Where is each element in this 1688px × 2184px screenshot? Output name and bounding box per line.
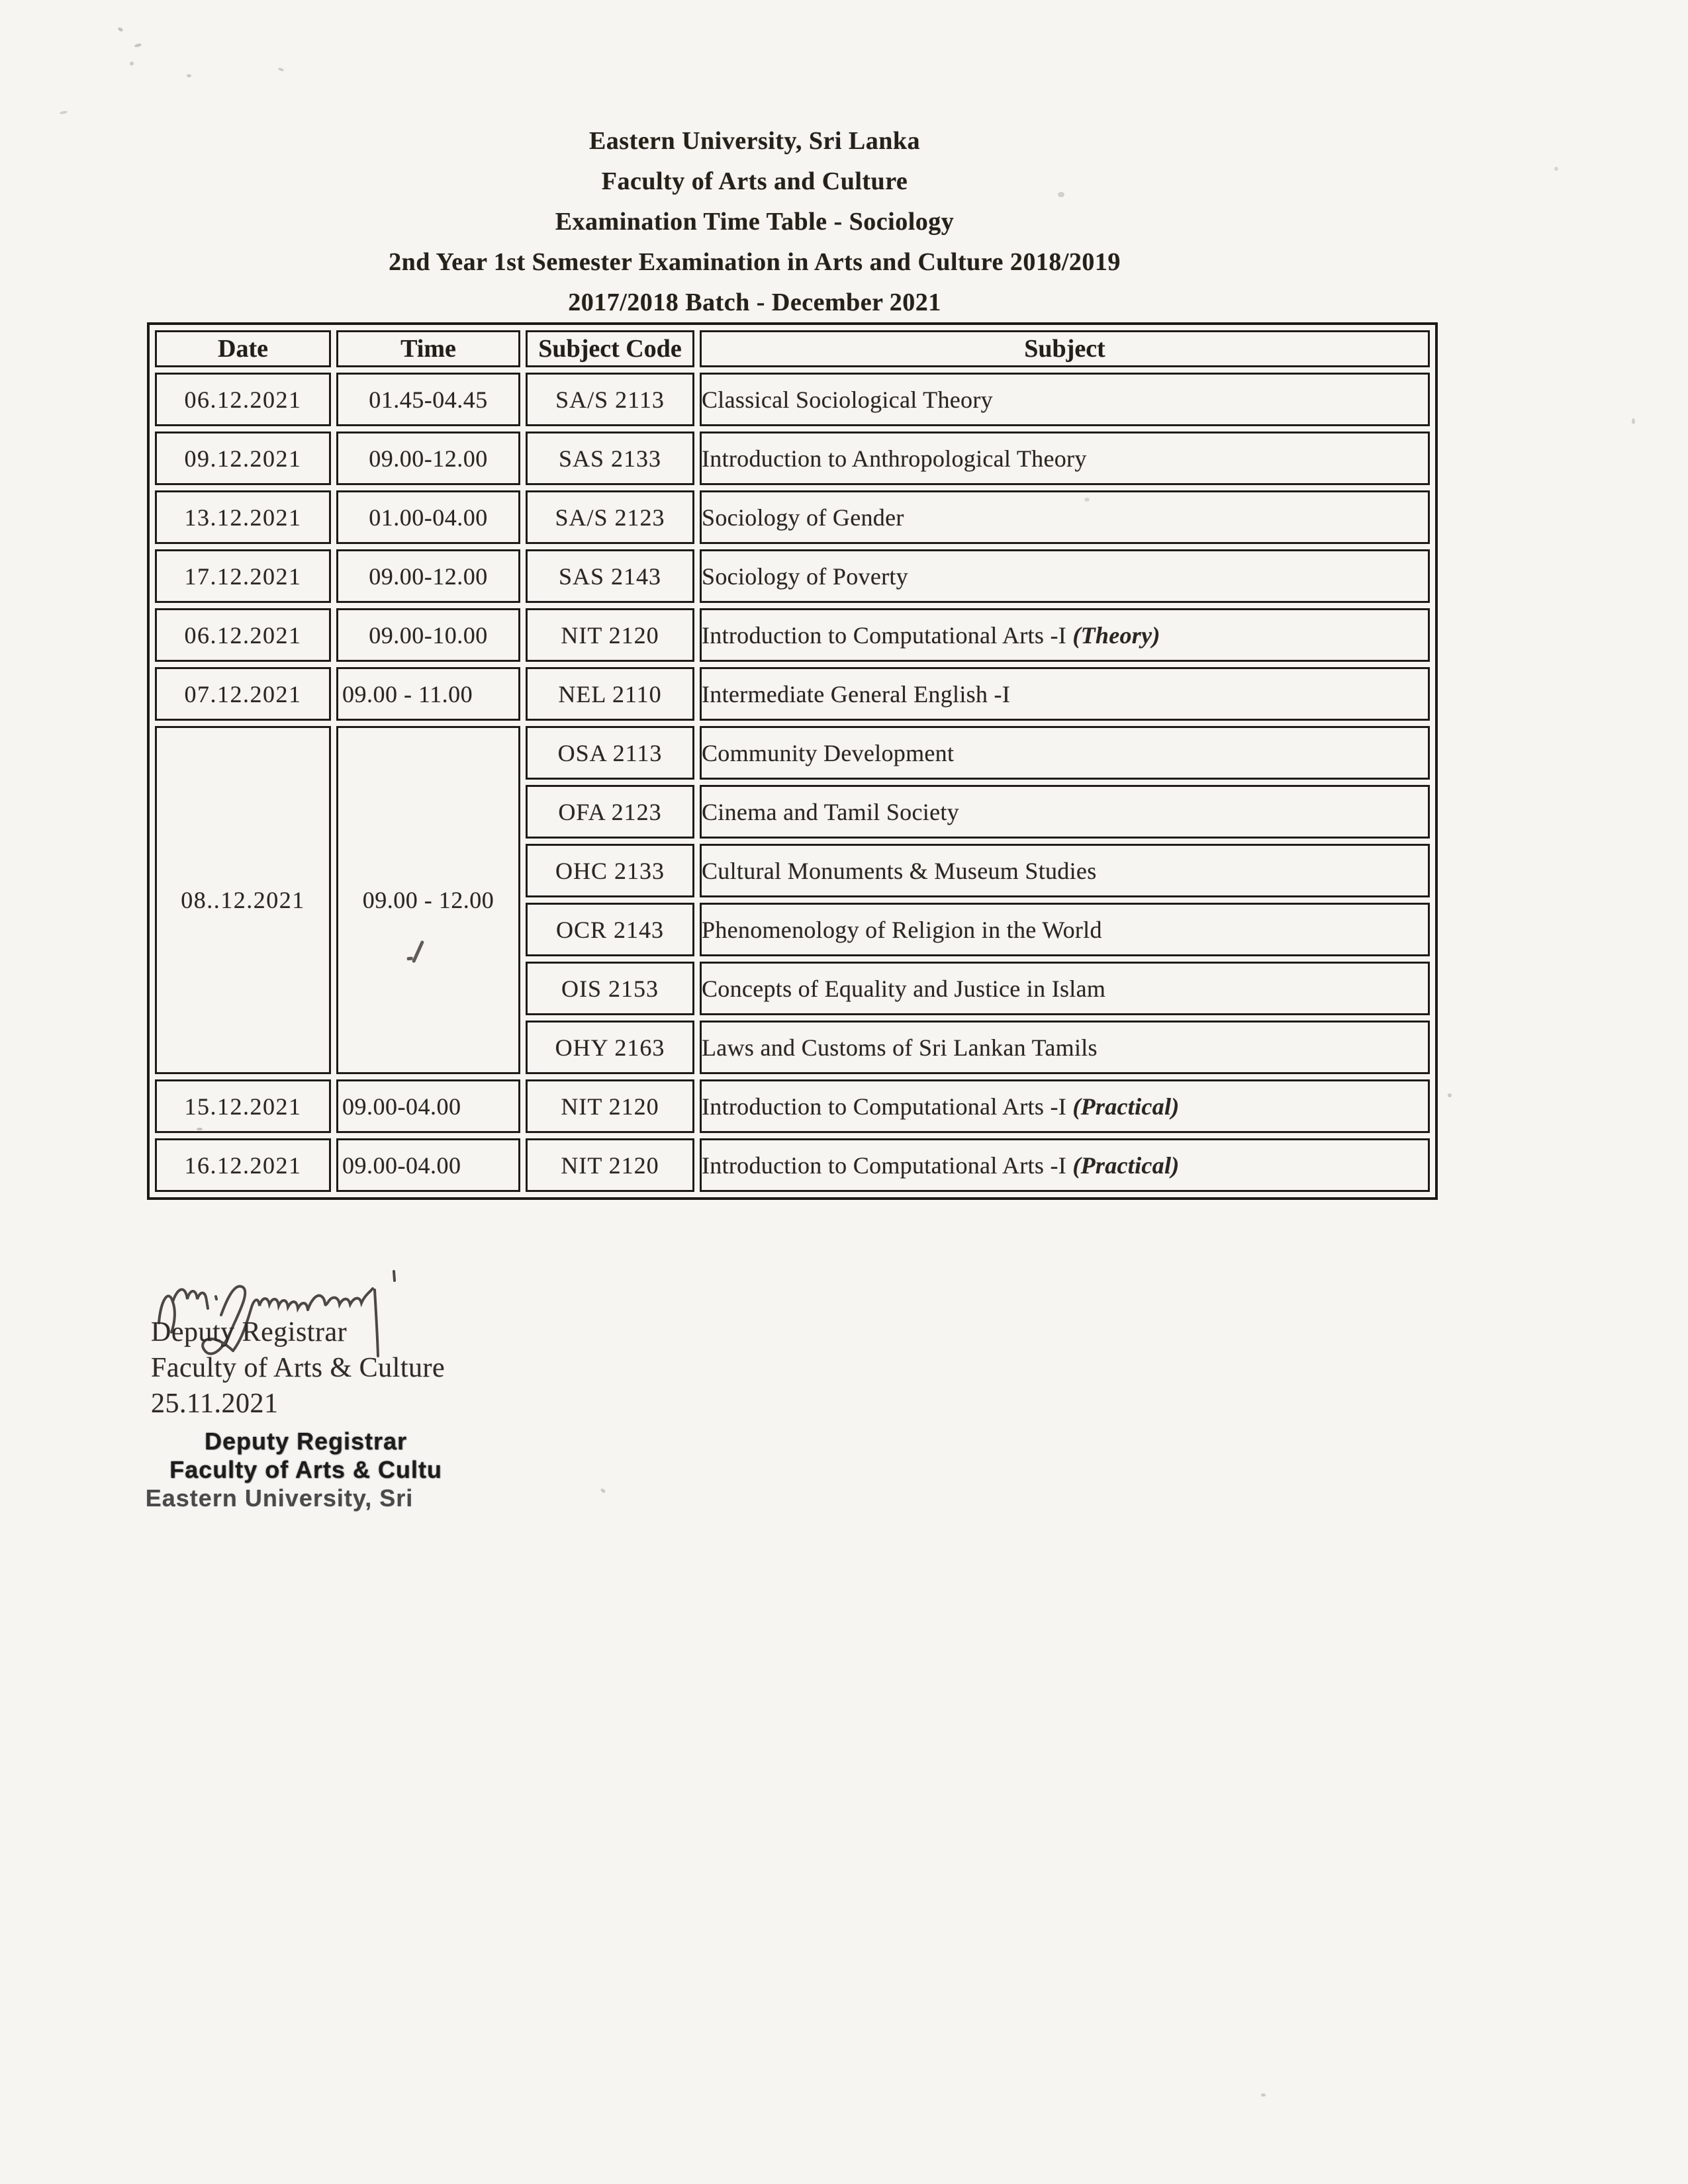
handwritten-slash-mark — [412, 940, 424, 964]
subject-text: Classical Sociological Theory — [702, 386, 993, 413]
subject-code-cell: OFA 2123 — [526, 785, 694, 839]
table-row — [155, 373, 1430, 426]
subject-cell — [700, 549, 1430, 603]
scan-speck — [1632, 418, 1635, 424]
subject-cell — [700, 785, 1430, 839]
subject-code-cell: SA/S 2123 — [526, 490, 694, 544]
date-cell: 17.12.2021 — [155, 549, 331, 603]
scan-speck — [130, 62, 134, 66]
subject-code-cell: OIS 2153 — [526, 962, 694, 1015]
subject-cell — [700, 1021, 1430, 1074]
date-cell: 13.12.2021 — [155, 490, 331, 544]
scan-speck — [187, 74, 191, 77]
date-cell: 15.12.2021 — [155, 1079, 331, 1133]
subject-text: Introduction to Computational Arts -I — [702, 1152, 1067, 1179]
title-line-university: Eastern University, Sri Lanka — [588, 127, 921, 155]
subject-text: Cultural Monuments & Museum Studies — [702, 857, 1097, 884]
signature-block — [151, 1314, 445, 1422]
date-cell: 16.12.2021 — [155, 1138, 331, 1192]
subject-cell — [700, 1138, 1430, 1192]
time-cell: 09.00-12.00 — [336, 432, 520, 485]
table-row — [155, 726, 1430, 780]
col-header-time: Time — [336, 330, 520, 367]
subject-code-cell: NIT 2120 — [526, 608, 694, 662]
scan-speck — [600, 1488, 606, 1494]
subject-text: Introduction to Anthropological Theory — [702, 445, 1087, 472]
merged-date-cell: 08..12.2021 — [155, 726, 331, 1074]
title-line-faculty: Faculty of Arts and Culture — [601, 167, 908, 195]
scan-speck — [1554, 167, 1558, 171]
date-cell: 06.12.2021 — [155, 608, 331, 662]
subject-code-cell: NEL 2110 — [526, 667, 694, 721]
subject-code-cell: OHY 2163 — [526, 1021, 694, 1074]
header-row — [155, 330, 1430, 367]
subject-text: Introduction to Computational Arts -I — [702, 621, 1067, 649]
exam-timetable — [147, 322, 1438, 1200]
subject-code-cell: NIT 2120 — [526, 1079, 694, 1133]
col-header-subject: Subject — [700, 330, 1430, 367]
scan-speck — [134, 43, 142, 48]
office-stamp — [147, 1427, 465, 1512]
subject-note: (Theory) — [1066, 621, 1160, 649]
subject-cell — [700, 726, 1430, 780]
time-cell: 01.00-04.00 — [336, 490, 520, 544]
subject-note: (Practical) — [1066, 1093, 1180, 1120]
time-cell: 09.00-12.00 — [336, 549, 520, 603]
subject-text: Cinema and Tamil Society — [702, 798, 959, 825]
table-row — [155, 490, 1430, 544]
subject-text: Community Development — [702, 739, 955, 766]
merged-time-text: 09.00 - 12.00 — [362, 887, 494, 913]
subject-text: Sociology of Gender — [702, 504, 904, 531]
subject-code-cell: OCR 2143 — [526, 903, 694, 956]
subject-text: Phenomenology of Religion in the World — [702, 916, 1102, 943]
table-row — [155, 432, 1430, 485]
subject-note: (Practical) — [1066, 1152, 1180, 1179]
stamp-line-faculty: Faculty of Arts & Cultu — [169, 1456, 442, 1483]
subject-text: Laws and Customs of Sri Lankan Tamils — [702, 1034, 1098, 1061]
signature-faculty: Faculty of Arts & Culture — [151, 1353, 445, 1383]
subject-text: Sociology of Poverty — [702, 563, 908, 590]
subject-cell — [700, 844, 1430, 897]
date-cell: 09.12.2021 — [155, 432, 331, 485]
subject-code-cell: SAS 2133 — [526, 432, 694, 485]
stamp-line-university: Eastern University, Sri — [145, 1484, 414, 1512]
table-row — [155, 667, 1430, 721]
subject-text: Concepts of Equality and Justice in Islam — [702, 975, 1106, 1002]
time-cell: 09.00-04.00 — [336, 1079, 520, 1133]
signature-date: 25.11.2021 — [151, 1388, 279, 1419]
scan-speck — [60, 111, 68, 114]
document-header — [0, 121, 1509, 323]
scan-speck — [117, 26, 123, 32]
scan-speck — [278, 68, 285, 72]
col-header-subject-code: Subject Code — [526, 330, 694, 367]
col-header-date: Date — [155, 330, 331, 367]
subject-code-cell: OSA 2113 — [526, 726, 694, 780]
table-row — [155, 549, 1430, 603]
time-cell: 09.00-04.00 — [336, 1138, 520, 1192]
subject-cell — [700, 373, 1430, 426]
time-cell: 09.00-10.00 — [336, 608, 520, 662]
date-cell: 06.12.2021 — [155, 373, 331, 426]
subject-code-cell: NIT 2120 — [526, 1138, 694, 1192]
subject-code-cell: SAS 2143 — [526, 549, 694, 603]
subject-code-cell: SA/S 2113 — [526, 373, 694, 426]
signature-role: Deputy Registrar — [151, 1317, 348, 1347]
title-line-batch: 2017/2018 Batch - December 2021 — [568, 289, 941, 316]
subject-cell — [700, 1079, 1430, 1133]
subject-cell — [700, 432, 1430, 485]
time-cell: 01.45-04.45 — [336, 373, 520, 426]
date-cell: 07.12.2021 — [155, 667, 331, 721]
merged-time-cell — [336, 726, 520, 1074]
subject-cell — [700, 608, 1430, 662]
title-line-timetable: Examination Time Table - Sociology — [555, 208, 955, 236]
table-row — [155, 1138, 1430, 1192]
subject-cell — [700, 667, 1430, 721]
subject-cell — [700, 903, 1430, 956]
table-row — [155, 608, 1430, 662]
subject-text: Introduction to Computational Arts -I — [702, 1093, 1067, 1120]
scan-speck — [1261, 2093, 1266, 2097]
subject-code-cell: OHC 2133 — [526, 844, 694, 897]
stamp-line-role: Deputy Registrar — [204, 1428, 408, 1455]
title-line-semester: 2nd Year 1st Semester Examination in Arts and Culture 2018/2019 — [389, 248, 1121, 276]
table-row — [155, 1079, 1430, 1133]
subject-cell — [700, 490, 1430, 544]
time-cell: 09.00 - 11.00 — [336, 667, 520, 721]
subject-text: Intermediate General English -I — [702, 680, 1011, 707]
subject-cell — [700, 962, 1430, 1015]
scan-speck — [1448, 1093, 1452, 1097]
